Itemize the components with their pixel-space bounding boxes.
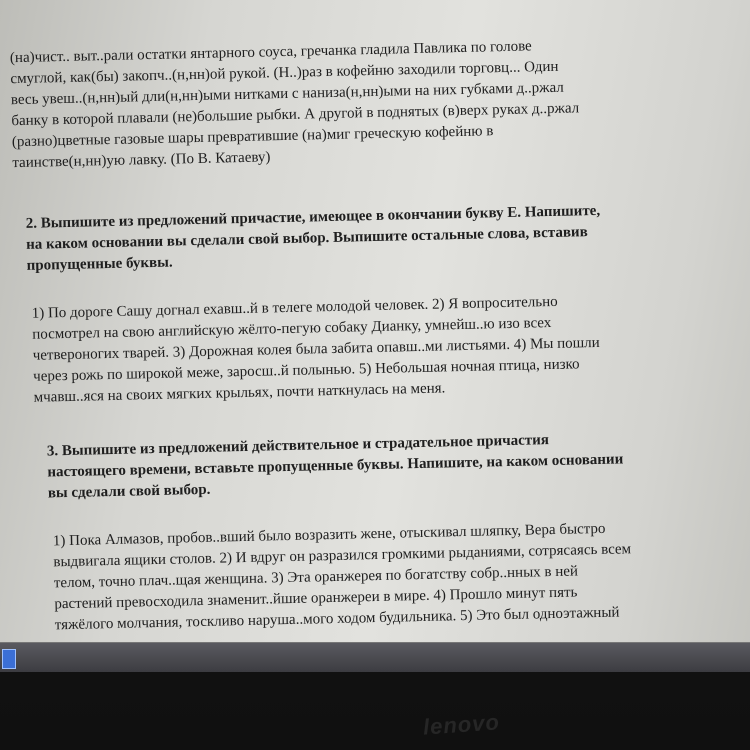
- story-line: банку в которой плавали (не)большие рыбки. А другой в поднятых (в)верх руках д..ржал: [11, 100, 580, 130]
- task-heading-line: настоящего времени, вставьте пропущенные буквы. Напишите, на каком основании: [47, 451, 624, 481]
- sentence-line: телом, точно плач..щая женщина. 3) Эта оранжерея по богатству собр..нных в ней: [53, 563, 579, 592]
- sentence-line: через рожь по широкой меже, заросш..й полынью. 5) Небольшая ночная птица, низко: [33, 356, 580, 385]
- story-line: (на)чист.. выт..рали остатки янтарного соуса, гречанка гладила Павлика по голове: [9, 38, 532, 67]
- task-heading-line: вы сделали свой выбор.: [47, 481, 211, 502]
- task-heading-line: 3. Выпишите из предложений действительное и страдательное причастия: [46, 432, 550, 460]
- sentence-line: растений превосходила знаменит..йшие оранжереи в мире. 4) Прошло минут пять: [54, 584, 578, 613]
- task-heading-line: на каком основании вы сделали свой выбор. Выпишите остальные слова, вставив: [26, 224, 588, 253]
- sentence-line: четвероногих тварей. 3) Дорожная колея была забита опавш..ми листьями. 4) Мы пошли: [32, 334, 600, 364]
- sentence-line: мчавш..яся на своих мягких крыльях, почти наткнулась на меня.: [33, 380, 446, 406]
- story-line: таинстве(н,нн)ую лавку. (По В. Катаеву): [12, 149, 271, 172]
- story-excerpt: [10, 33, 703, 175]
- task-3-heading: [47, 426, 738, 505]
- sentence-line: 1) Пока Алмазов, пробов..вший было возразить жене, отыскивал шляпку, Вера быстро: [52, 520, 606, 550]
- brand-logo: lenovo: [422, 709, 501, 740]
- story-line: весь увеш..(н,нн)ый дли(н,нн)ыми нитками с нанизa(н,нн)ыми на них губками д..ржал: [10, 79, 565, 109]
- story-line: (разно)цветные газовые шары превратившие (на)миг греческую кофейню в: [11, 123, 494, 151]
- story-line: смуглой, как(бы) закопч..(н,нн)ой рукой. (Н..)раз в кофейню заходили торговц... Один: [10, 58, 559, 88]
- task-heading-line: 2. Выпишите из предложений причастие, имеющее в окончании букву Е. Напишите,: [25, 202, 601, 232]
- sentence-line: 1) По дороге Сашу догнал ехавш..й в телеге молодой человек. 2) Я вопросительно: [31, 293, 558, 322]
- sentence-line: посмотрел на свою английскую жёлто-пегую собаку Дианку, умнейш..ю изо всех: [32, 315, 552, 343]
- sentence-line: тяжёлого молчания, тоскливо наруша..мого ходом будильника. 5) Это был одноэтажный: [54, 604, 620, 634]
- taskbar: [0, 642, 750, 672]
- task-heading-line: пропущенные буквы.: [26, 254, 173, 274]
- sentence-line: выдвигала ящики столов. 2) И вдруг он разразился громкими рыданиями, сотрясаясь всем: [53, 541, 632, 571]
- task-2-heading: [26, 198, 717, 277]
- task-2-sentences: [32, 288, 724, 409]
- word-app-icon[interactable]: [2, 649, 16, 669]
- task-3-sentences: [53, 516, 745, 637]
